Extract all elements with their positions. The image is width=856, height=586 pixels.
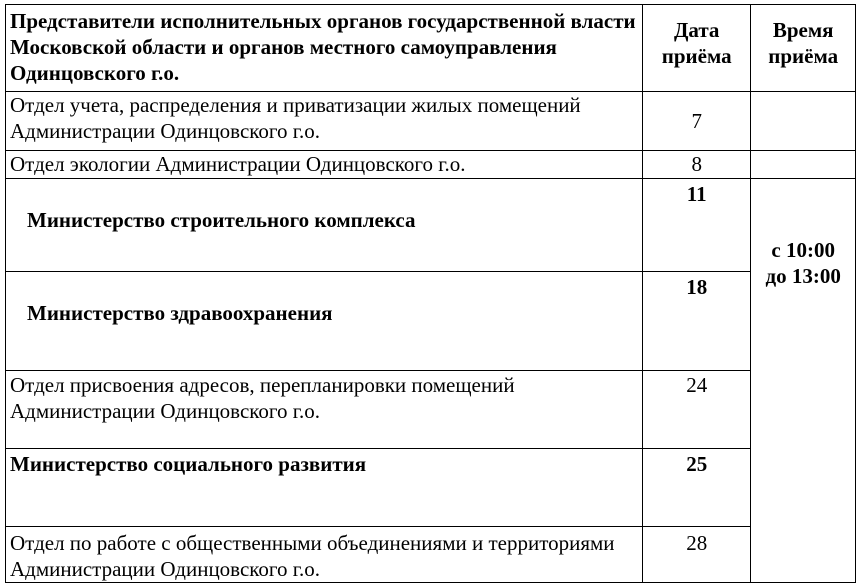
row-name: Министерство социального развития bbox=[6, 449, 643, 527]
table-row bbox=[6, 371, 856, 449]
row-date: 28 bbox=[642, 527, 750, 583]
table-row bbox=[6, 151, 856, 179]
row-date: 25 bbox=[642, 449, 750, 527]
reception-time-cell bbox=[751, 179, 856, 583]
row-time-empty bbox=[751, 92, 856, 151]
time-start: с 10:00 bbox=[771, 238, 835, 262]
row-time-empty bbox=[751, 151, 856, 179]
header-date: Дата приёма bbox=[642, 5, 750, 92]
row-date: 7 bbox=[642, 92, 750, 151]
table-row bbox=[6, 92, 856, 151]
row-date: 18 bbox=[642, 272, 750, 371]
table-row bbox=[6, 179, 856, 272]
row-name: Министерство здравоохранения bbox=[6, 272, 643, 371]
row-date: 24 bbox=[642, 371, 750, 449]
row-name: Министерство строительного комплекса bbox=[6, 179, 643, 272]
row-name: Отдел учета, распределения и приватизации жилых помещений Администрации Одинцовского г.о. bbox=[6, 92, 643, 151]
table-row bbox=[6, 527, 856, 583]
header-representatives: Представители исполнительных органов государственной власти Московской области и органов местного самоуправления Одинцовского г.о. bbox=[6, 5, 643, 92]
row-name: Отдел по работе с общественными объединениями и территориями Администрации Одинцовского г.о. bbox=[6, 527, 643, 583]
table-header-row bbox=[6, 5, 856, 92]
table-row bbox=[6, 272, 856, 371]
header-time: Время приёма bbox=[751, 5, 856, 92]
reception-schedule-table bbox=[5, 4, 856, 583]
row-date: 8 bbox=[642, 151, 750, 179]
table-row bbox=[6, 449, 856, 527]
row-date: 11 bbox=[642, 179, 750, 272]
time-end: до 13:00 bbox=[765, 264, 841, 288]
row-name: Отдел присвоения адресов, перепланировки помещений Администрации Одинцовского г.о. bbox=[6, 371, 643, 449]
row-name: Отдел экологии Администрации Одинцовского г.о. bbox=[6, 151, 643, 179]
